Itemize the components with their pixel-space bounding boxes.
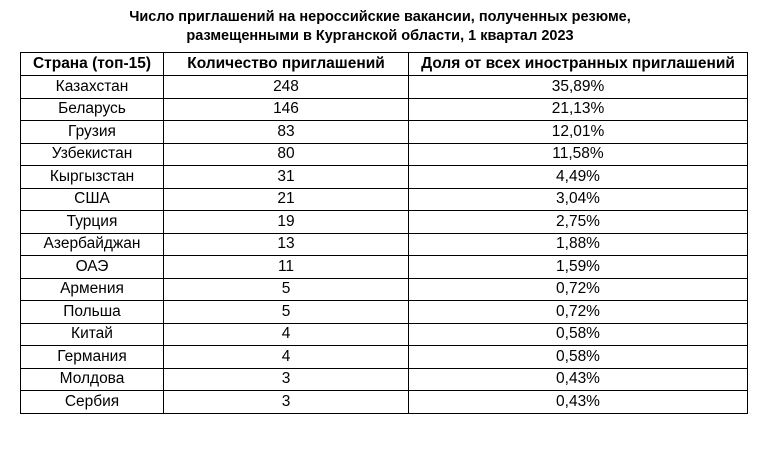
share-cell: 0,58% — [409, 346, 748, 369]
share-cell: 1,59% — [409, 256, 748, 279]
country-cell: Армения — [21, 278, 164, 301]
table-row — [21, 76, 748, 99]
count-cell: 5 — [164, 301, 409, 324]
table-row — [21, 121, 748, 144]
country-cell: Казахстан — [21, 76, 164, 99]
table-row — [21, 323, 748, 346]
share-cell: 35,89% — [409, 76, 748, 99]
count-cell: 21 — [164, 188, 409, 211]
country-cell: Китай — [21, 323, 164, 346]
count-cell: 3 — [164, 391, 409, 414]
country-cell: Кыргызстан — [21, 166, 164, 189]
country-cell: Молдова — [21, 368, 164, 391]
table-row — [21, 233, 748, 256]
count-cell: 3 — [164, 368, 409, 391]
share-cell: 21,13% — [409, 98, 748, 121]
table-row — [21, 391, 748, 414]
invitations-table — [20, 52, 748, 414]
count-cell: 80 — [164, 143, 409, 166]
count-cell: 4 — [164, 323, 409, 346]
header-row — [21, 53, 748, 76]
table-row — [21, 143, 748, 166]
share-cell: 12,01% — [409, 121, 748, 144]
table-row — [21, 98, 748, 121]
count-cell: 83 — [164, 121, 409, 144]
country-cell: Германия — [21, 346, 164, 369]
count-cell: 11 — [164, 256, 409, 279]
share-cell: 0,43% — [409, 368, 748, 391]
share-cell: 0,58% — [409, 323, 748, 346]
country-cell: ОАЭ — [21, 256, 164, 279]
share-cell: 1,88% — [409, 233, 748, 256]
country-cell: Узбекистан — [21, 143, 164, 166]
share-cell: 2,75% — [409, 211, 748, 234]
country-cell: Сербия — [21, 391, 164, 414]
share-cell: 3,04% — [409, 188, 748, 211]
count-cell: 5 — [164, 278, 409, 301]
country-cell: Турция — [21, 211, 164, 234]
count-cell: 146 — [164, 98, 409, 121]
country-cell: Азербайджан — [21, 233, 164, 256]
count-cell: 4 — [164, 346, 409, 369]
share-cell: 0,72% — [409, 278, 748, 301]
table-row — [21, 166, 748, 189]
country-cell: Польша — [21, 301, 164, 324]
share-cell: 4,49% — [409, 166, 748, 189]
count-cell: 13 — [164, 233, 409, 256]
table-row — [21, 256, 748, 279]
country-cell: США — [21, 188, 164, 211]
share-cell: 0,43% — [409, 391, 748, 414]
table-row — [21, 301, 748, 324]
count-cell: 31 — [164, 166, 409, 189]
count-cell: 19 — [164, 211, 409, 234]
table-row — [21, 368, 748, 391]
header-country: Страна (топ-15) — [21, 53, 164, 76]
country-cell: Грузия — [21, 121, 164, 144]
share-cell: 0,72% — [409, 301, 748, 324]
table-row — [21, 211, 748, 234]
share-cell: 11,58% — [409, 143, 748, 166]
country-cell: Беларусь — [21, 98, 164, 121]
table-row — [21, 346, 748, 369]
table-title — [0, 8, 760, 46]
table-row — [21, 278, 748, 301]
table-row — [21, 188, 748, 211]
title-line-2: размещенными в Курганской области, 1 квартал 2023 — [186, 28, 574, 44]
header-invitations-count: Количество приглашений — [164, 53, 409, 76]
header-share: Доля от всех иностранных приглашений — [409, 53, 748, 76]
title-line-1: Число приглашений на нероссийские вакансии, полученных резюме, — [129, 9, 631, 25]
count-cell: 248 — [164, 76, 409, 99]
